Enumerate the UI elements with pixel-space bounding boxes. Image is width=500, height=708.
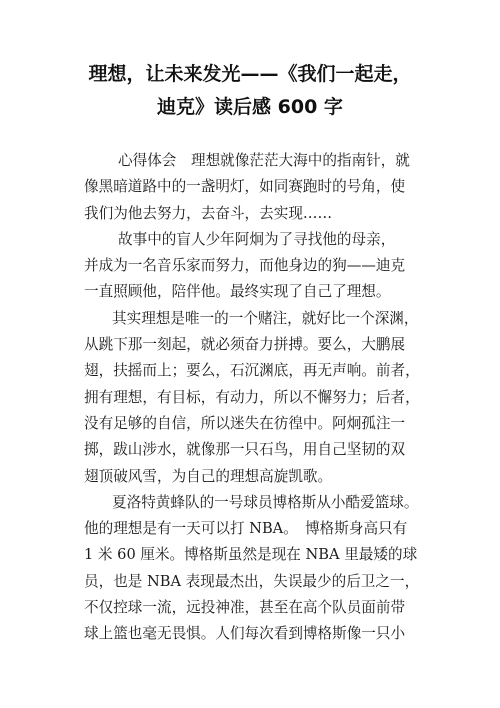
- paragraph-line: 一直照顾他，陪伴他。最终实现了自己了理想。: [84, 283, 391, 301]
- paragraph-line: 他的理想是有一天可以打 NBA。 博格斯身高只有: [84, 520, 408, 538]
- paragraph-line: 夏洛特黄蜂队的一号球员博格斯从小酷爱篮球。: [112, 493, 419, 511]
- paragraph: [84, 490, 434, 648]
- paragraph-line: 掷，跋山涉水，就像那一只石鸟，用自己坚韧的双: [84, 441, 406, 459]
- paragraph-line: 像黑暗道路中的一盏明灯，如同赛跑时的号角，使: [84, 178, 406, 196]
- paragraph-line: 翅，扶摇而上；要么，石沉渊底，再无声响。前者，: [84, 362, 420, 380]
- paragraph-line: 1 米 60 厘米。博格斯虽然是现在 NBA 里最矮的球: [84, 546, 418, 564]
- paragraph-line: 并成为一名音乐家而努力，而他身边的狗——迪克: [84, 257, 406, 275]
- paragraph-line: 不仅控球一流，远投神准，甚至在高个队员面前带: [84, 599, 406, 617]
- document-title: [0, 58, 500, 124]
- title-line-1: 理想，让未来发光——《我们一起走，: [88, 63, 412, 85]
- paragraph-line: 我们为他去努力，去奋斗，去实现……: [84, 204, 333, 222]
- paragraph: [84, 306, 434, 490]
- paragraph-line: 心得体会 理想就像茫茫大海中的指南针，就: [118, 152, 410, 169]
- paragraph-line: 翅顶破风雪，为自己的理想高旋凯歌。: [84, 467, 333, 485]
- paragraph-line: 其实理想是唯一的一个赌注，就好比一个深渊，: [112, 309, 419, 327]
- paragraph-line: 球上篮也毫无畏惧。人们每次看到博格斯像一只小: [84, 625, 406, 643]
- paragraph-line: 从跳下那一刻起，就必须奋力拼搏。要么，大鹏展: [84, 336, 406, 354]
- paragraph: [84, 227, 434, 306]
- paragraph-line: 员，也是 NBA 表现最杰出，失误最少的后卫之一，: [84, 572, 420, 590]
- paragraph-line: 故事中的盲人少年阿炯为了寻找他的母亲，: [118, 230, 396, 248]
- paragraph-line: 没有足够的自信，所以迷失在彷徨中。阿炯孤注一: [84, 414, 406, 432]
- document-body: [84, 148, 434, 648]
- title-line-2: 迪克》读后感 600 字: [157, 96, 343, 118]
- paragraph-line: 拥有理想，有目标，有动力，所以不懈努力；后者，: [84, 388, 420, 406]
- paragraph: [84, 148, 434, 227]
